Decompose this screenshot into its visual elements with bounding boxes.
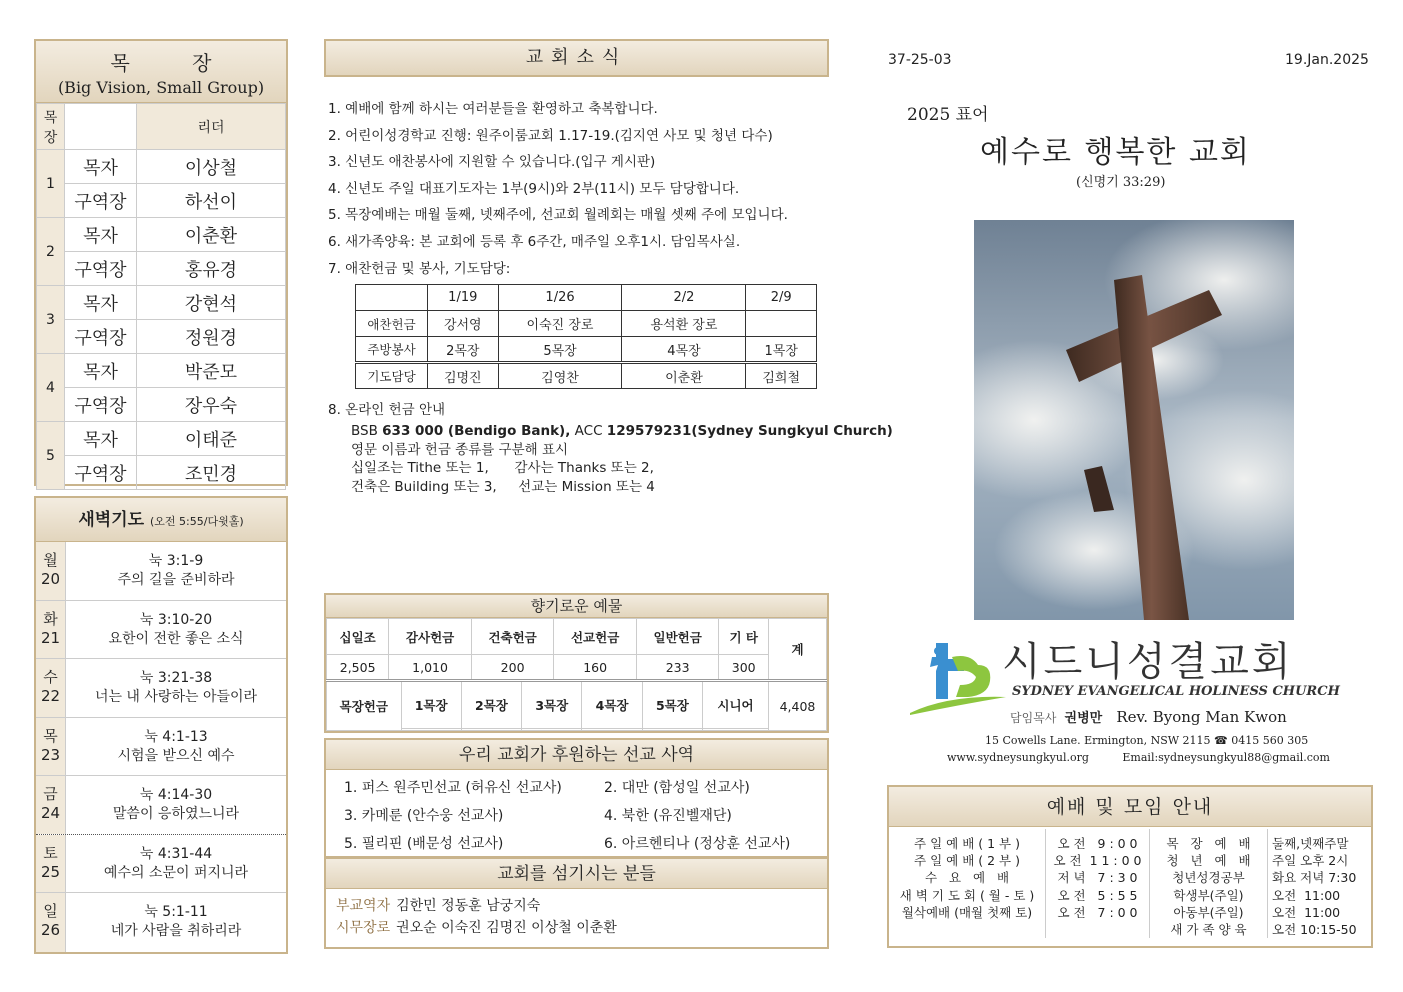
mok-header: 5목장 — [642, 682, 702, 729]
church-logo-icon — [908, 635, 1008, 717]
schedule-col-services — [889, 829, 1046, 938]
duty-date: 2/2 — [622, 285, 746, 311]
sermon-title: 말씀이 응하였느니라 — [112, 806, 240, 822]
mok-header: 4목장 — [582, 682, 642, 729]
meeting-time: 둘째,넷째주말 — [1272, 836, 1349, 851]
mok-offering-label: 목장헌금 — [327, 682, 401, 730]
scripture-ref: 눅 4:31-44 — [139, 845, 213, 862]
bsb-number: 633 000 (Bendigo Bank), — [382, 423, 571, 439]
meeting-name: 청년성경공부 — [1172, 870, 1245, 886]
table-row — [37, 388, 286, 422]
role: 구역장 — [65, 456, 137, 490]
online-title: 8. 온라인 헌금 안내 — [328, 402, 446, 418]
mokjang-subtitle: (Big Vision, Small Group) — [57, 78, 265, 97]
list-item — [36, 542, 286, 601]
table-row — [327, 655, 827, 681]
meeting-name: 청 년 예 배 — [1166, 853, 1251, 869]
day-name: 금 — [43, 785, 58, 803]
mok-header: 3목장 — [522, 682, 582, 729]
list-item — [326, 895, 827, 917]
table-row — [327, 682, 768, 729]
day-name: 월 — [43, 551, 58, 569]
dawn-prayer-time: (오전 5:55/다윗홀) — [150, 515, 244, 528]
sermon-title: 주의 길을 준비하라 — [117, 572, 235, 588]
table-cell: 이춘환 — [622, 363, 746, 389]
meeting-name: 목 장 예 배 — [1166, 836, 1251, 851]
dawn-prayer-header — [36, 498, 286, 542]
leader-name: 하선이 — [137, 184, 286, 218]
table-row — [37, 354, 286, 388]
table-cell: 1목장 — [746, 337, 817, 363]
news-item: 3. 신년도 애찬봉사에 지원할 수 있습니다.(입구 게시판) — [328, 154, 656, 171]
service-time: 오 전 9 : 0 0 — [1057, 836, 1138, 851]
col-leader: 리더 — [137, 104, 286, 150]
list-item — [36, 776, 286, 835]
pastor-name-korean: 권병만 — [1064, 711, 1103, 726]
mission-item: 1. 퍼스 원주민선교 (허유신 선교사) — [344, 780, 562, 796]
service-name: 주 일 예 배 ( 1 부 ) — [914, 836, 1020, 851]
meeting-time: 주일 오후 2시 — [1272, 853, 1349, 869]
service-name: 월삭예배 (매월 첫째 토) — [901, 904, 1033, 920]
schedule-col-meeting-times — [1268, 829, 1371, 938]
table-cell — [522, 729, 582, 730]
leader-name: 박준모 — [137, 354, 286, 388]
table-cell: 김영찬 — [498, 363, 622, 389]
missions-panel — [324, 738, 829, 858]
list-item — [36, 893, 286, 952]
leader-name: 강현석 — [137, 286, 286, 320]
meeting-time: 오전 11:00 — [1272, 904, 1341, 920]
schedule-col-times — [1046, 829, 1150, 938]
role: 구역장 — [65, 388, 137, 422]
offering-table — [326, 618, 827, 731]
offering-value: 160 — [554, 655, 637, 681]
scripture-ref: 눅 3:10-20 — [139, 611, 213, 628]
day-date: 22 — [40, 687, 61, 705]
duty-date: 1/26 — [498, 285, 622, 311]
table-cell — [356, 285, 428, 311]
offering-title: 향기로운 예물 — [326, 595, 827, 618]
table-row — [356, 337, 817, 363]
table-row — [37, 252, 286, 286]
acc-prefix: ACC — [570, 423, 607, 439]
table-row — [37, 184, 286, 218]
meeting-name: 학생부(주일) — [1173, 887, 1244, 903]
table-cell — [582, 729, 642, 730]
news-item: 2. 어린이성경학교 진행: 원주이룸교회 1.17-19.(김지연 사모 및 청년 다수) — [328, 127, 773, 144]
table-cell: 2목장 — [428, 337, 499, 363]
servant-role: 부교역자 — [336, 898, 391, 914]
servant-names: 김한민 정동훈 남궁지숙 — [396, 898, 541, 914]
news-item: 1. 예배에 함께 하시는 여러분들을 환영하고 축복합니다. — [328, 101, 658, 117]
table-cell: 강서영 — [428, 311, 499, 337]
table-row — [37, 320, 286, 354]
online-line: 십일조는 Tithe 또는 1, 감사는 Thanks 또는 2, — [351, 460, 654, 476]
day-name: 목 — [43, 726, 58, 745]
offering-header: 일반헌금 — [636, 619, 719, 655]
missions-list — [326, 770, 827, 858]
role: 목자 — [65, 354, 137, 388]
mission-item: 5. 필리핀 (배문성 선교사) — [344, 836, 504, 852]
group-number: 5 — [37, 422, 65, 490]
table-cell: 4목장 — [622, 337, 746, 363]
scripture-ref: 눅 4:14-30 — [139, 787, 213, 803]
leader-name: 이상철 — [137, 150, 286, 184]
offering-value: 233 — [636, 655, 719, 681]
cross-photo — [974, 220, 1294, 620]
col-blank — [65, 104, 137, 150]
role: 목자 — [65, 422, 137, 456]
bsb-prefix: BSB — [351, 423, 383, 439]
schedule-title: 예배 및 모임 안내 — [889, 787, 1371, 827]
duty-label: 기도담당 — [356, 363, 428, 389]
day-name: 일 — [43, 902, 58, 920]
mokjang-panel — [34, 39, 288, 486]
news-item: 6. 새가족양육: 본 교회에 등록 후 6주간, 매주일 오후1시. 담임목사실. — [328, 233, 741, 250]
church-address: 15 Cowells Lane. Ermington, NSW 2115 ☎ 0415 560 305 — [985, 734, 1309, 747]
table-cell — [746, 311, 817, 337]
table-cell — [703, 729, 768, 730]
mission-item: 6. 아르헨티나 (정상훈 선교사) — [604, 836, 791, 852]
leader-name: 이춘환 — [137, 218, 286, 252]
scripture-ref: 눅 3:1-9 — [148, 553, 204, 569]
meeting-name: 아동부(주일) — [1173, 904, 1244, 920]
mok-offering-cell — [327, 681, 769, 731]
pastor-line — [1010, 707, 1287, 726]
offering-value: 1,010 — [389, 655, 472, 681]
mission-item: 2. 대만 (함성일 선교사) — [604, 780, 750, 796]
day-date: 21 — [40, 628, 61, 647]
mission-item: 4. 북한 (유진벨재단) — [604, 808, 732, 824]
bulletin-volume: 37-25-03 — [888, 52, 952, 68]
duty-date: 2/9 — [746, 285, 817, 311]
bulletin-date: 19.Jan.2025 — [1285, 52, 1369, 68]
offering-panel — [324, 593, 829, 733]
table-row — [356, 363, 817, 389]
church-email: Email:sydneysungkyul88@gmail.com — [1122, 751, 1330, 764]
servant-role: 시무장로 — [336, 920, 391, 936]
leader-name: 홍유경 — [137, 252, 286, 286]
group-number: 1 — [37, 150, 65, 218]
total-value: 4,408 — [769, 681, 827, 731]
mok-offering-table — [327, 682, 768, 730]
news-item: 7. 애찬헌금 및 봉사, 기도담당: — [328, 260, 511, 277]
service-name: 새 벽 기 도 회 ( 월 - 토 ) — [899, 887, 1035, 903]
mission-item: 3. 카메룬 (안수웅 선교사) — [344, 808, 504, 824]
pastor-label: 담임목사 — [1010, 711, 1057, 725]
mokjang-title: 목 장 — [110, 51, 240, 75]
table-cell: 김명진 — [428, 363, 499, 389]
list-item — [36, 718, 286, 777]
offering-header: 선교헌금 — [554, 619, 637, 655]
day-date: 26 — [40, 921, 61, 939]
scripture-ref: 눅 3:21-38 — [139, 670, 213, 686]
role: 구역장 — [65, 252, 137, 286]
sermon-title: 네가 사람을 취하리라 — [110, 923, 242, 939]
news-item: 4. 신년도 주일 대표기도자는 1부(9시)와 2부(11시) 모두 담당합니다. — [328, 180, 740, 197]
service-name: 주 일 예 배 ( 2 부 ) — [914, 853, 1020, 869]
table-cell: 김희철 — [746, 363, 817, 389]
news-title: 교회소식 — [324, 39, 829, 77]
table-row — [356, 311, 817, 337]
table-row — [37, 218, 286, 252]
cross-image-icon — [974, 220, 1294, 620]
day-date: 23 — [40, 745, 61, 764]
table-header-row — [356, 285, 817, 311]
day-date: 24 — [40, 804, 61, 822]
leader-name: 정원경 — [137, 320, 286, 354]
bank-details — [328, 422, 893, 441]
motto: 예수로 행복한 교회 — [980, 135, 1251, 170]
day-date: 20 — [40, 570, 61, 588]
offering-header: 십일조 — [327, 619, 389, 655]
duty-label: 애찬헌금 — [356, 311, 428, 337]
role: 목자 — [65, 150, 137, 184]
news-item: 5. 목장예배는 매월 둘째, 넷째주에, 선교회 월례회는 매월 셋째 주에 모입니다. — [328, 207, 788, 224]
table-header-row — [327, 619, 827, 655]
day-name: 수 — [43, 668, 58, 686]
offering-value: 2,505 — [327, 655, 389, 681]
service-time: 오 전 7 : 0 0 — [1057, 904, 1138, 920]
total-label: 계 — [769, 619, 827, 681]
offering-value: 200 — [471, 655, 554, 681]
offering-value: 300 — [719, 655, 769, 681]
scripture-ref: 눅 5:1-11 — [144, 904, 208, 920]
mok-header: 2목장 — [461, 682, 521, 729]
sermon-title: 시험을 받으신 예수 — [117, 747, 235, 764]
servants-panel — [324, 857, 829, 949]
day-name: 토 — [43, 843, 58, 862]
scripture-ref: 눅 4:1-13 — [144, 728, 208, 745]
meeting-time: 오전 10:15-50 — [1272, 921, 1357, 937]
table-row — [37, 286, 286, 320]
table-cell: 용석환 장로 — [622, 311, 746, 337]
service-name: 수 요 예 배 — [924, 870, 1010, 886]
duty-table — [355, 284, 817, 389]
leader-name: 장우숙 — [137, 388, 286, 422]
offering-header: 건축헌금 — [471, 619, 554, 655]
online-offering — [328, 398, 893, 496]
table-header-row — [37, 104, 286, 150]
list-item — [36, 835, 286, 894]
leader-name: 이태준 — [137, 422, 286, 456]
col-mok: 목장 — [37, 104, 65, 150]
leader-name: 조민경 — [137, 456, 286, 490]
table-row — [37, 422, 286, 456]
meeting-time: 오전 11:00 — [1272, 887, 1341, 903]
church-name-korean: 시드니성결교회 — [1002, 639, 1294, 685]
role: 구역장 — [65, 184, 137, 218]
meeting-name: 새 가 족 양 육 — [1170, 921, 1247, 937]
missions-title: 우리 교회가 후원하는 선교 사역 — [326, 740, 827, 770]
motto-label: 2025 표어 — [907, 105, 989, 125]
service-time: 오 전 1 1 : 0 0 — [1053, 853, 1142, 869]
role: 목자 — [65, 286, 137, 320]
church-website: www.sydneysungkyul.org — [947, 751, 1089, 764]
group-number: 2 — [37, 218, 65, 286]
list-item — [36, 601, 286, 660]
meeting-time: 화요 저녁 7:30 — [1272, 870, 1357, 886]
mok-header: 시니어 — [703, 682, 768, 729]
day-date: 25 — [40, 862, 61, 881]
offering-header: 기 타 — [719, 619, 769, 655]
servant-names: 권오순 이숙진 김명진 이상철 이춘환 — [396, 920, 617, 936]
offering-header: 감사헌금 — [389, 619, 472, 655]
table-cell: 5목장 — [498, 337, 622, 363]
schedule-col-meetings — [1150, 829, 1268, 938]
table-row — [37, 456, 286, 490]
table-row — [327, 681, 827, 731]
list-item — [36, 659, 286, 718]
group-number: 3 — [37, 286, 65, 354]
online-line: 건축은 Building 또는 3, 선교는 Mission 또는 4 — [351, 478, 655, 495]
service-time: 오 전 5 : 5 5 — [1057, 887, 1138, 903]
table-cell — [461, 729, 521, 730]
contact-line — [947, 751, 1330, 764]
list-item — [326, 917, 827, 939]
group-number: 4 — [37, 354, 65, 422]
table-cell — [401, 729, 461, 730]
role: 목자 — [65, 218, 137, 252]
mokjang-table — [36, 103, 286, 490]
sermon-title: 너는 내 사랑하는 아들이라 — [94, 689, 258, 705]
table-row — [37, 150, 286, 184]
dawn-prayer-panel — [34, 496, 288, 954]
dawn-prayer-title: 새벽기도 — [78, 510, 145, 530]
duty-date: 1/19 — [428, 285, 499, 311]
worship-schedule-panel — [887, 785, 1373, 948]
motto-reference: (신명기 33:29) — [1076, 175, 1166, 190]
sermon-title: 요한이 전한 좋은 소식 — [108, 630, 244, 647]
servants-title: 교회를 섬기시는 분들 — [326, 859, 827, 889]
news-list — [328, 96, 828, 282]
mokjang-header — [36, 41, 286, 103]
sermon-title: 예수의 소문이 퍼지니라 — [103, 864, 249, 881]
service-time: 저 녁 7 : 3 0 — [1057, 870, 1138, 886]
role: 구역장 — [65, 320, 137, 354]
acc-number: 129579231(Sydney Sungkyul Church) — [606, 423, 893, 439]
day-name: 화 — [43, 609, 58, 628]
online-line: 영문 이름과 헌금 종류를 구분해 표시 — [351, 441, 569, 458]
church-name-english: SYDNEY EVANGELICAL HOLINESS CHURCH — [1012, 684, 1340, 699]
table-cell: 이숙진 장로 — [498, 311, 622, 337]
duty-label: 주방봉사 — [356, 337, 428, 363]
table-cell — [642, 729, 702, 730]
mok-header: 1목장 — [401, 682, 461, 729]
pastor-name-english: Rev. Byong Man Kwon — [1116, 708, 1287, 726]
